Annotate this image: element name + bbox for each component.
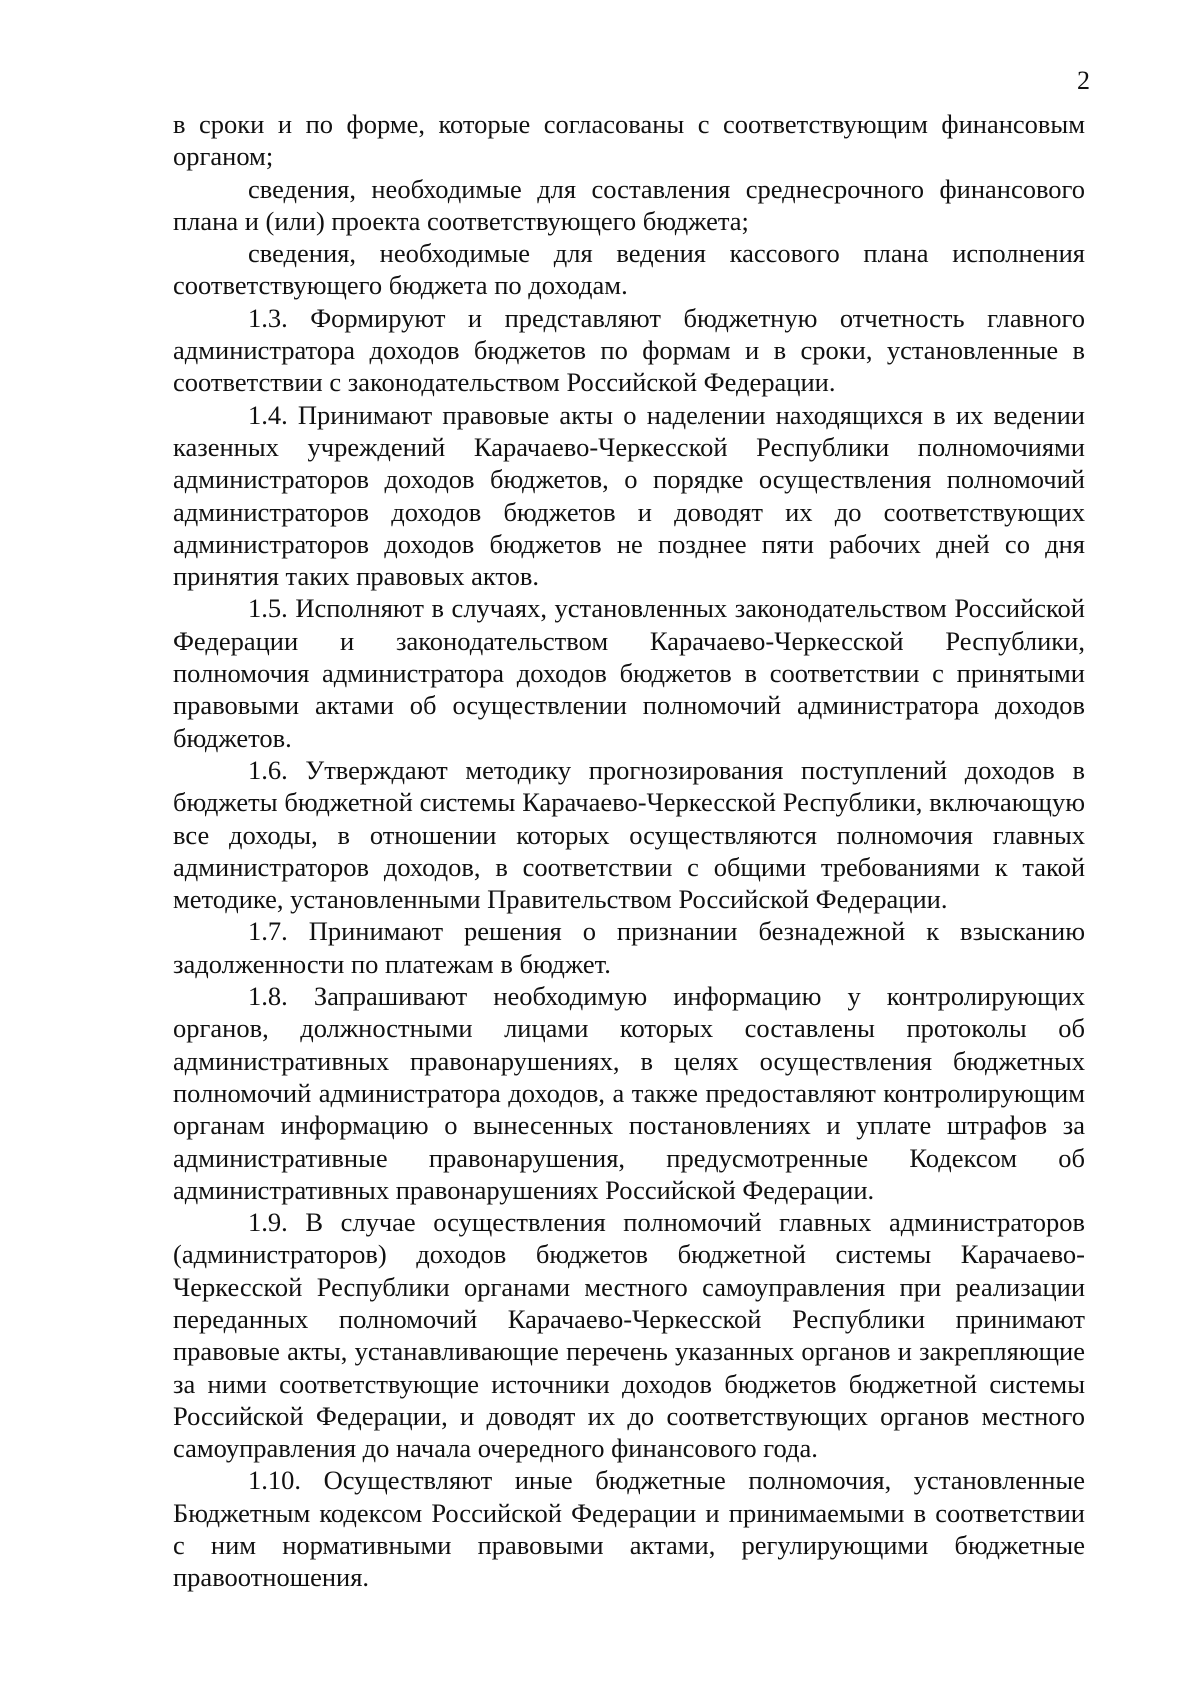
paragraph-1-9: 1.9. В случае осуществления полномочий главных администраторов (администраторов) доходов бюджетов бюджетной системы Карачаево-Черкесской Республики органами местного самоуправления при реализации переданных полномочий Карачаево-Черкесской Республики принимают правовые акты, устанавливающие перечень указанных органов и закрепляющие за ними соответствующие источники доходов бюджетов бюджетной системы Российской Федерации, и доводят их до соответствующих органов местного самоуправления до начала очередного финансового года.	[173, 1207, 1085, 1464]
paragraph-continuation: в сроки и по форме, которые согласованы с соответствующим финансовым органом;	[173, 109, 1085, 172]
paragraph-cash-plan-info: сведения, необходимые для ведения кассового плана исполнения соответствующего бюджета по доходам.	[173, 238, 1085, 301]
paragraph-1-5: 1.5. Исполняют в случаях, установленных законодательством Российской Федерации и законодательством Карачаево-Черкесской Республики, полномочия администратора доходов бюджетов в соответствии с принятыми правовыми актами об осуществлении полномочий администратора доходов бюджетов.	[173, 593, 1085, 753]
paragraph-1-8: 1.8. Запрашивают необходимую информацию у контролирующих органов, должностными лицами которых составлены протоколы об административных правонарушениях, в целях осуществления бюджетных полномочий администратора доходов, а также предоставляют контролирующим органам информацию о вынесенных постановлениях и уплате штрафов за административные правонарушения, предусмотренные Кодексом об административных правонарушениях Российской Федерации.	[173, 981, 1085, 1205]
paragraph-1-6: 1.6. Утверждают методику прогнозирования поступлений доходов в бюджеты бюджетной системы Карачаево-Черкесской Республики, включающую все доходы, в отношении которых осуществляются полномочия главных администраторов доходов, в соответствии с общими требованиями к такой методике, установленными Правительством Российской Федерации.	[173, 754, 1085, 915]
paragraph-medium-term-plan-info: сведения, необходимые для составления среднесрочного финансового плана и (или) проекта соответствующего бюджета;	[173, 173, 1085, 236]
document-body	[173, 108, 1085, 1594]
paragraph-1-10: 1.10. Осуществляют иные бюджетные полномочия, установленные Бюджетным кодексом Российской Федерации и принимаемыми в соответствии с ним нормативными правовыми актами, регулирующими бюджетные правоотношения.	[173, 1465, 1085, 1593]
paragraph-1-4: 1.4. Принимают правовые акты о наделении находящихся в их ведении казенных учреждений Карачаево-Черкесской Республики полномочиями администраторов доходов бюджетов, о порядке осуществления полномочий администраторов доходов бюджетов и доводят их до соответствующих администраторов доходов бюджетов не позднее пяти рабочих дней со дня принятия таких правовых актов.	[173, 399, 1085, 592]
page-number: 2	[1077, 66, 1090, 95]
paragraph-1-3: 1.3. Формируют и представляют бюджетную отчетность главного администратора доходов бюджетов по формам и в сроки, установленные в соответствии с законодательством Российской Федерации.	[173, 302, 1085, 398]
paragraph-1-7: 1.7. Принимают решения о признании безнадежной к взысканию задолженности по платежам в бюджет.	[173, 916, 1085, 979]
